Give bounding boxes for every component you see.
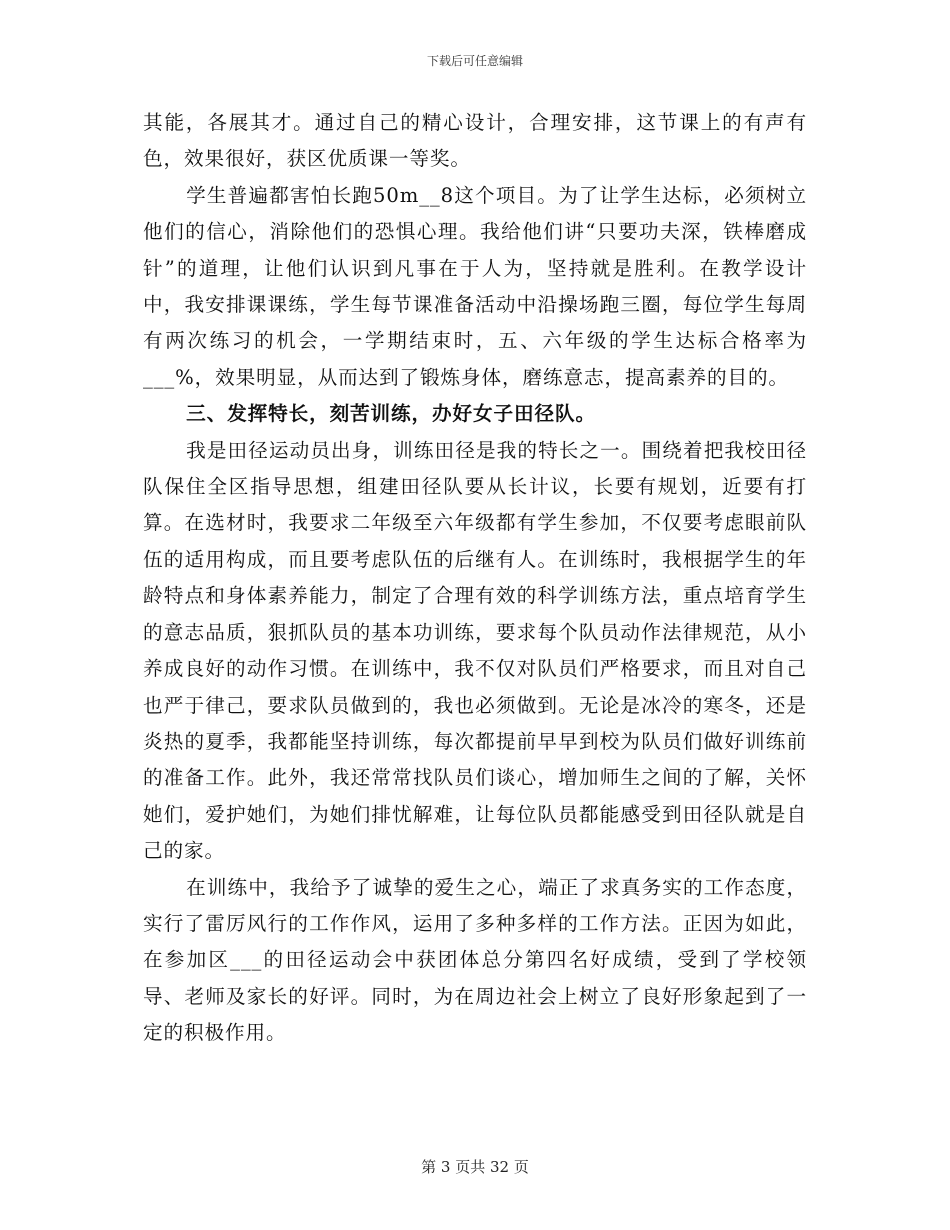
paragraph-track-team-training: 我是田径运动员出身，训练田径是我的特长之一。围绕着把我校田径队保住全区指导思想，组建田径队要从长计议，长要有规划，近要有打算。在选材时，我要求二年级至六年级都有学生参加，不仅要考虑眼前队伍的适用构成，而且要考虑队伍的后继有人。在训练时，我根据学生的年龄特点和身体素养能力，制定了合理有效的科学训练方法，重点培育学生的意志品质，狠抓队员的基本功训练，要求每个队员动作法律规范，从小养成良好的动作习惯。在训练中，我不仅对队员们严格要求，而且对自己也严于律己，要求队员做到的，我也必须做到。无论是冰冷的寒冬，还是炎热的夏季，我都能坚持训练，每次都提前早早到校为队员们做好训练前的准备工作。此外，我还常常找队员们谈心，增加师生之间的了解，关怀她们，爱护她们，为她们排忧解难，让每位队员都能感受到田径队就是自己的家。	[143, 438, 807, 863]
document-body	[143, 105, 807, 1052]
paragraph-continuation: 其能，各展其才。通过自己的精心设计，合理安排，这节课上的有声有色，效果很好，获区优质课一等奖。	[143, 111, 807, 171]
paragraph-training-results: 在训练中，我给予了诚挚的爱生之心，端正了求真务实的工作态度，实行了雷厉风行的工作作风，运用了多种多样的工作方法。正因为如此，在参加区___的田径运动会中获团体总分第四名好成绩，受到了学校领导、老师及家长的好评。同时，为在周边社会上树立了良好形象起到了一定的积极作用。	[143, 875, 807, 1045]
page-header-note: 下载后可任意编辑	[426, 54, 523, 68]
page-number: 第 3 页共 32 页	[421, 1158, 529, 1176]
section-heading: 三、发挥特长，刻苦训练，办好女子田径队。	[186, 402, 596, 426]
paragraph-long-distance-running: 学生普遍都害怕长跑50m__8这个项目。为了让学生达标，必须树立他们的信心，消除他们的恐惧心理。我给他们讲“只要功夫深，铁棒磨成针”的道理，让他们认识到凡事在于人为，坚持就是胜利。在教学设计中，我安排课课练，学生每节课准备活动中沿操场跑三圈，每位学生每周有两次练习的机会，一学期结束时，五、六年级的学生达标合格率为___%，效果明显，从而达到了锻炼身体，磨练意志，提高素养的目的。	[143, 183, 807, 389]
